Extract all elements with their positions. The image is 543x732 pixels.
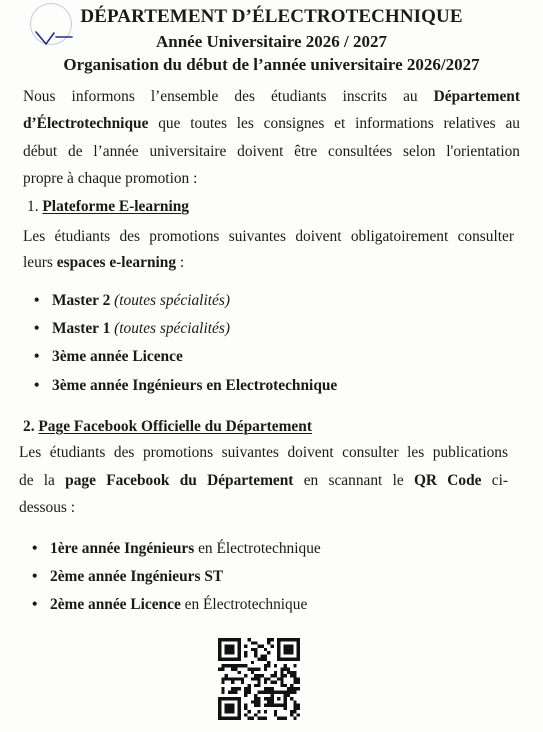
section-1-heading <box>27 198 189 216</box>
section-2-facebook-bold: page Facebook du Département <box>65 472 294 489</box>
intro-text-3: début de l’année universitaire doivent être consultées selon l'orientation <box>23 143 520 160</box>
list-item-bold: 2ème année Licence <box>50 596 181 613</box>
qr-code-icon[interactable] <box>218 638 300 720</box>
list-item-bold: Master 2 <box>52 292 111 309</box>
bullet-icon: • <box>32 596 38 613</box>
section-2-qrcode-bold: QR Code <box>413 472 482 489</box>
section-2-paragraph-line-3 <box>19 499 75 517</box>
bullet-icon: • <box>34 348 40 365</box>
list-item-bold: 3ème année Ingénieurs en Electrotechnique <box>52 377 338 394</box>
list-item-italic: (toutes spécialités) <box>114 292 230 309</box>
bullet-icon: • <box>34 320 40 337</box>
bullet-icon: • <box>34 292 40 309</box>
document-subtitle: Organisation du début de l’année universitaire 2026/2027 <box>63 55 480 74</box>
section-2-title: Page Facebook Officielle du Département <box>38 418 312 435</box>
section-2-text-3: dessous : <box>19 499 76 516</box>
list-item-text: en Électrotechnique <box>184 596 308 613</box>
list-item-bold: 1ère année Ingénieurs <box>50 540 195 557</box>
section-1-paragraph-line-1 <box>23 228 514 246</box>
section-2-number: 2. <box>23 418 35 435</box>
bullet-icon: • <box>34 377 40 394</box>
intro-text-2: que toutes les consignes et informations relatives au <box>158 115 520 132</box>
list-item <box>34 292 230 310</box>
academic-year: Année Universitaire 2026 / 2027 <box>155 32 388 51</box>
section-2-text-1: Les étudiants des promotions suivantes doivent consulter les publications <box>19 444 508 461</box>
intro-text-4: propre à chaque promotion : <box>23 170 198 187</box>
list-item <box>34 320 230 338</box>
list-item-bold: Master 1 <box>52 320 111 337</box>
list-item <box>34 377 337 395</box>
list-item-bold: 3ème année Licence <box>52 348 183 365</box>
section-2-paragraph-line-2 <box>19 472 508 490</box>
section-1-text-2a: leurs <box>23 254 53 271</box>
section-2-text-2b: en scannant le <box>303 472 404 489</box>
list-item-bold: 2ème année Ingénieurs ST <box>50 568 224 585</box>
bullet-icon: • <box>32 568 38 585</box>
list-item <box>32 540 321 558</box>
list-item-text: en Électrotechnique <box>198 540 321 557</box>
intro-line-4 <box>23 170 197 188</box>
section-2-text-2c: ci- <box>491 472 508 489</box>
intro-dept-bold: Département <box>433 88 520 105</box>
section-1-text-2b: : <box>179 254 185 271</box>
section-2-paragraph-line-1 <box>19 444 508 462</box>
document-title: DÉPARTEMENT D’ÉLECTROTECHNIQUE <box>80 6 463 27</box>
list-item-italic: (toutes spécialités) <box>114 320 230 337</box>
section-1-number: 1. <box>27 198 39 215</box>
intro-line-2 <box>23 115 520 133</box>
section-2-heading <box>23 418 312 436</box>
intro-dept-name-bold: d’Électrotechnique <box>23 115 149 132</box>
intro-line-3 <box>23 143 520 161</box>
section-1-paragraph-line-2 <box>23 254 184 272</box>
intro-text-1: Nous informons l’ensemble des étudiants inscrits au <box>23 88 418 105</box>
bullet-icon: • <box>32 540 38 557</box>
section-1-title: Plateforme E-learning <box>42 198 190 215</box>
list-item <box>32 568 223 586</box>
list-item <box>34 348 183 366</box>
intro-line-1 <box>23 88 520 106</box>
section-2-text-2a: de la <box>19 472 55 489</box>
section-1-text-1: Les étudiants des promotions suivantes doivent obligatoirement consulter <box>23 228 514 245</box>
section-1-elearning-bold: espaces e-learning <box>56 254 177 271</box>
list-item <box>32 596 307 614</box>
